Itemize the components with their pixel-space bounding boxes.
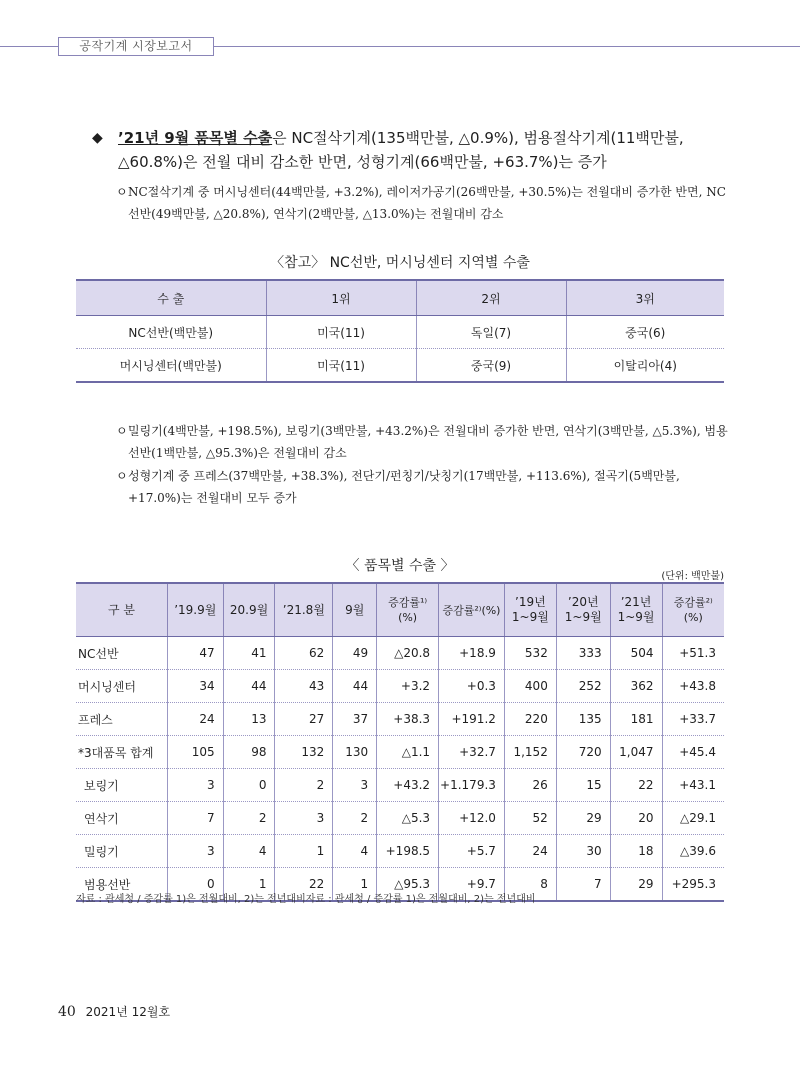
table-cell: 2 — [275, 769, 333, 802]
table-cell: 독일(7) — [416, 316, 566, 349]
row-label-cell: 프레스 — [76, 703, 167, 736]
table-cell: 98 — [223, 736, 275, 769]
table-cell: 181 — [610, 703, 662, 736]
prod-header-cell: 증감률¹⁾(%) — [377, 583, 439, 637]
prod-header-cell: 증감률²⁾(%) — [439, 583, 505, 637]
prod-header-cell: 9월 — [333, 583, 377, 637]
table-cell: 37 — [333, 703, 377, 736]
table-cell: △1.1 — [377, 736, 439, 769]
table-cell: 미국(11) — [266, 316, 416, 349]
table-row — [76, 769, 724, 802]
ref-header-cell: 3위 — [566, 280, 724, 316]
table-cell: +198.5 — [377, 835, 439, 868]
table-cell: 7 — [556, 868, 610, 902]
table-cell: 30 — [556, 835, 610, 868]
table-cell: 중국(9) — [416, 349, 566, 383]
table-cell: NC선반(백만불) — [76, 316, 266, 349]
prod-header-cell: 구 분 — [76, 583, 167, 637]
sub-bullet-text: NC절삭기계 중 머시닝센터(44백만불, +3.2%), 레이저가공기(26백만불, +30.5%)는 전월대비 증가한 반면, NC선반(49백만불, △20.8%), 연삭기(2백만불, △13.0%)는 전월대비 감소 — [128, 185, 726, 221]
table-cell: 47 — [167, 637, 223, 670]
table-cell: 26 — [504, 769, 556, 802]
table-cell: 504 — [610, 637, 662, 670]
table-cell: 0 — [167, 868, 223, 902]
table-cell: +5.7 — [439, 835, 505, 868]
table-row — [76, 703, 724, 736]
table-cell: +9.7 — [439, 868, 505, 902]
table-row — [76, 802, 724, 835]
table-cell: 2 — [333, 802, 377, 835]
table-cell: 24 — [167, 703, 223, 736]
circle-bullet-icon: ㅇ — [116, 469, 128, 483]
ref-table — [76, 279, 724, 383]
table-cell: △39.6 — [662, 835, 724, 868]
prod-header-cell: 증감률²⁾(%) — [662, 583, 724, 637]
prod-table-header — [76, 583, 724, 637]
prod-header-cell: ’21년 1~9월 — [610, 583, 662, 637]
table-cell: 105 — [167, 736, 223, 769]
table-cell: 532 — [504, 637, 556, 670]
header-tab: 공작기계 시장보고서 — [58, 37, 214, 56]
source-note: 자료 : 관세청 / 증감률 1)은 전월대비, 2)는 전년대비자료 : 관세청 / 증감률 1)은 전월대비, 2)는 전년대비 — [76, 894, 536, 905]
table-cell: +3.2 — [377, 670, 439, 703]
table-row — [76, 670, 724, 703]
prod-table — [76, 582, 724, 902]
circle-bullet-icon: ㅇ — [116, 185, 128, 199]
table-cell: 27 — [275, 703, 333, 736]
table-cell: 400 — [504, 670, 556, 703]
table-cell: +33.7 — [662, 703, 724, 736]
table-cell: +12.0 — [439, 802, 505, 835]
table-cell: 130 — [333, 736, 377, 769]
diamond-bullet-icon: ◆ — [92, 130, 103, 146]
main-bullet-body: 은 NC절삭기계(135백만불, △0.9%), 범용절삭기계(11백만불, △60.8%)은 전월 대비 감소한 반면, 성형기계(66백만불, +63.7%)는 증가 — [118, 129, 684, 171]
table-cell: 1 — [333, 868, 377, 902]
row-label-cell: 밀링기 — [76, 835, 167, 868]
table-cell: 41 — [223, 637, 275, 670]
prod-header-cell: ’21.8월 — [275, 583, 333, 637]
page-number: 40 — [58, 1004, 76, 1020]
table-cell: 머시닝센터(백만불) — [76, 349, 266, 383]
sub-bullet-text: 성형기계 중 프레스(37백만불, +38.3%), 전단기/펀칭기/낫칭기(17백만불, +113.6%), 절곡기(5백만불, +17.0%)는 전월대비 모두 증가 — [128, 469, 680, 505]
table-cell: △95.3 — [377, 868, 439, 902]
table-cell: 15 — [556, 769, 610, 802]
table-cell: 49 — [333, 637, 377, 670]
table-cell: 52 — [504, 802, 556, 835]
table-cell: 135 — [556, 703, 610, 736]
table-cell: +32.7 — [439, 736, 505, 769]
table-cell: +51.3 — [662, 637, 724, 670]
row-label-cell: 범용선반 — [76, 868, 167, 902]
table-cell: +45.4 — [662, 736, 724, 769]
table-cell: △5.3 — [377, 802, 439, 835]
table-cell: +191.2 — [439, 703, 505, 736]
table-cell: 중국(6) — [566, 316, 724, 349]
table-row — [76, 316, 724, 349]
ref-header-cell: 2위 — [416, 280, 566, 316]
table-cell: 13 — [223, 703, 275, 736]
table-cell: 22 — [275, 868, 333, 902]
table-cell: 3 — [333, 769, 377, 802]
table-cell: 333 — [556, 637, 610, 670]
table-cell: 252 — [556, 670, 610, 703]
table-cell: △29.1 — [662, 802, 724, 835]
table-cell: +295.3 — [662, 868, 724, 902]
table-cell: 3 — [167, 835, 223, 868]
main-bullet — [92, 126, 732, 174]
table-cell: △20.8 — [377, 637, 439, 670]
table-cell: 220 — [504, 703, 556, 736]
table-cell: 1 — [275, 835, 333, 868]
table-cell: 3 — [275, 802, 333, 835]
ref-header-cell: 1위 — [266, 280, 416, 316]
table-cell: 이탈리아(4) — [566, 349, 724, 383]
prod-table-body — [76, 637, 724, 902]
sub-bullet-1 — [116, 181, 736, 225]
table-cell: +43.2 — [377, 769, 439, 802]
ref-table-header — [76, 280, 724, 316]
issue-label: 2021년 12월호 — [85, 1005, 171, 1019]
table-cell: 24 — [504, 835, 556, 868]
table-cell: 22 — [610, 769, 662, 802]
table-row — [76, 736, 724, 769]
table-row — [76, 835, 724, 868]
table-cell: 34 — [167, 670, 223, 703]
table-cell: +43.8 — [662, 670, 724, 703]
table-cell: 62 — [275, 637, 333, 670]
table-cell: 1,152 — [504, 736, 556, 769]
row-label-cell: NC선반 — [76, 637, 167, 670]
row-label-cell: 머시닝센터 — [76, 670, 167, 703]
table-cell: 4 — [333, 835, 377, 868]
prod-header-cell: ’19.9월 — [167, 583, 223, 637]
table-cell: 3 — [167, 769, 223, 802]
prod-table-title: 〈 품목별 수출 〉 — [345, 558, 455, 574]
main-bullet-highlight: ’21년 9월 품목별 수출 — [118, 129, 273, 147]
row-label-cell: 보링기 — [76, 769, 167, 802]
page-footer — [58, 1003, 170, 1020]
table-cell: 18 — [610, 835, 662, 868]
prod-header-cell: 20.9월 — [223, 583, 275, 637]
table-cell: 132 — [275, 736, 333, 769]
table-cell: +43.1 — [662, 769, 724, 802]
table-cell: 720 — [556, 736, 610, 769]
prod-header-cell: ’20년 1~9월 — [556, 583, 610, 637]
table-cell: 7 — [167, 802, 223, 835]
ref-table-title: 〈참고〉 NC선반, 머시닝센터 지역별 수출 — [270, 255, 530, 271]
table-cell: 1,047 — [610, 736, 662, 769]
table-cell: +1.179.3 — [439, 769, 505, 802]
table-cell: 362 — [610, 670, 662, 703]
table-cell: 29 — [610, 868, 662, 902]
table-cell: 1 — [223, 868, 275, 902]
table-cell: 8 — [504, 868, 556, 902]
row-label-cell: 연삭기 — [76, 802, 167, 835]
row-label-cell: *3대품목 합계 — [76, 736, 167, 769]
table-cell: +0.3 — [439, 670, 505, 703]
main-bullet-text — [118, 126, 732, 174]
ref-header-cell: 수 출 — [76, 280, 266, 316]
table-row — [76, 637, 724, 670]
table-cell: 44 — [333, 670, 377, 703]
table-cell: 2 — [223, 802, 275, 835]
sub-bullet-2 — [116, 420, 736, 464]
sub-bullet-3 — [116, 465, 736, 509]
table-cell: 20 — [610, 802, 662, 835]
table-row — [76, 349, 724, 383]
prod-header-cell: ’19년 1~9월 — [504, 583, 556, 637]
sub-bullet-text: 밀링기(4백만불, +198.5%), 보링기(3백만불, +43.2%)은 전월대비 증가한 반면, 연삭기(3백만불, △5.3%), 범용선반(1백만불, △95.3%)은 전월대비 감소 — [128, 424, 728, 460]
table-cell: 29 — [556, 802, 610, 835]
table-cell: 0 — [223, 769, 275, 802]
unit-label: (단위: 백만불) — [661, 571, 724, 582]
circle-bullet-icon: ㅇ — [116, 424, 128, 438]
table-cell: +38.3 — [377, 703, 439, 736]
table-cell: 4 — [223, 835, 275, 868]
table-cell: 43 — [275, 670, 333, 703]
table-cell: +18.9 — [439, 637, 505, 670]
table-cell: 44 — [223, 670, 275, 703]
table-cell: 미국(11) — [266, 349, 416, 383]
